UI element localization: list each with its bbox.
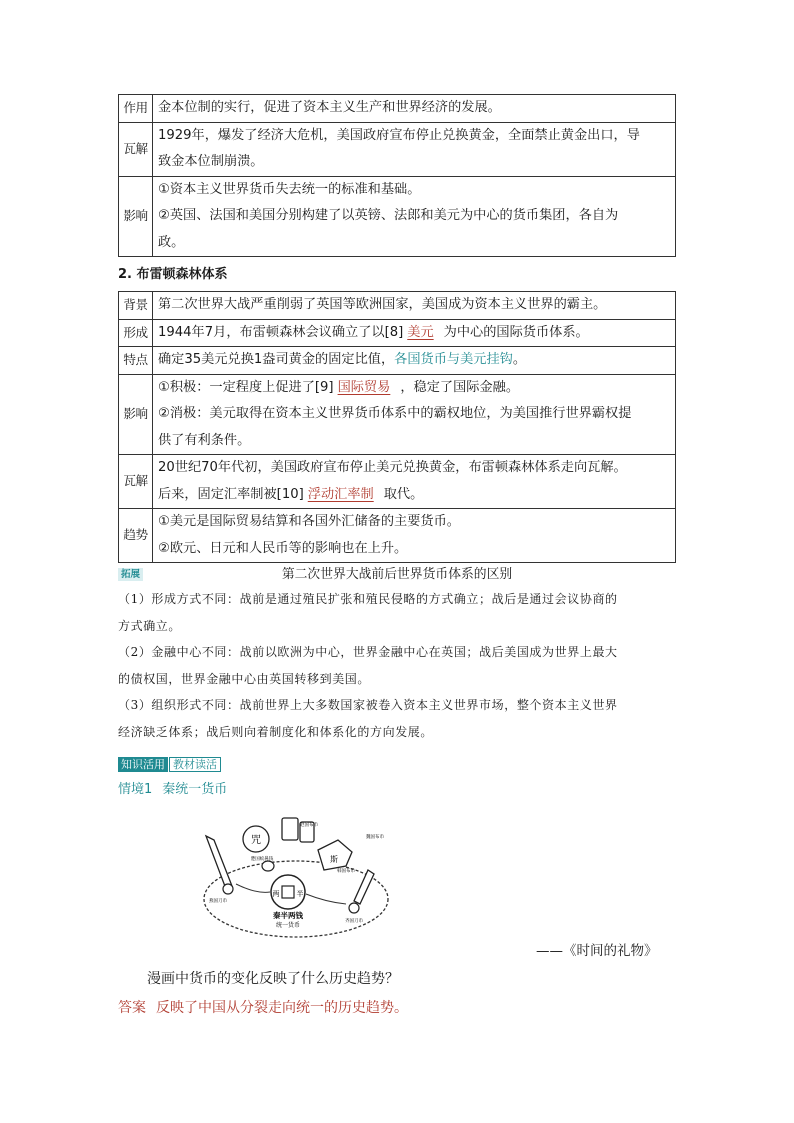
- text-line: [158, 375, 671, 402]
- text: 为中心的国际货币体系。: [443, 324, 589, 340]
- answer-blank: 美元: [407, 324, 434, 340]
- table-row: [119, 176, 676, 257]
- currency-unification-cartoon: [196, 814, 396, 944]
- row-label: 瓦解: [119, 122, 153, 176]
- row-content: [153, 319, 676, 347]
- text-line: ①美元是国际贸易结算和各国外汇储备的主要货币。: [158, 514, 460, 529]
- extension-body: [118, 586, 676, 745]
- extension-title: 第二次世界大战前后世界货币体系的区别: [281, 567, 513, 582]
- row-label: 影响: [119, 176, 153, 257]
- text-line: [158, 482, 671, 509]
- text-line: 致金本位制崩溃。: [158, 154, 264, 169]
- table-row: [119, 292, 676, 320]
- svg-text:斯: 斯: [330, 855, 338, 864]
- scene-heading: [118, 779, 676, 801]
- arrow: [306, 894, 346, 904]
- text-line: ②欧元、日元和人民币等的影响也在上升。: [158, 540, 408, 556]
- row-content: [153, 122, 676, 176]
- text-line: 供了有利条件。: [158, 432, 251, 448]
- question-text: 漫画中货币的变化反映了什么历史趋势？: [147, 971, 399, 987]
- paragraph-line: （2）金融中心不同：战前以欧洲为中心，世界金融中心在英国；战后美国成为世界上最大: [118, 645, 618, 659]
- table-row: [119, 374, 676, 455]
- svg-text:咒: 咒: [251, 835, 261, 846]
- ant-nose-coin-icon: [262, 861, 274, 871]
- table-row: [119, 347, 676, 375]
- text: ①积极：一定程度上促进了[9]: [158, 379, 334, 395]
- spade-money-icon: [282, 818, 314, 842]
- table-row: [119, 122, 676, 176]
- cartoon-label: 楚国蚁鼻钱: [250, 857, 274, 862]
- spade-coin-icon: [243, 826, 269, 852]
- text-line: 20世纪70年代初，美国政府宣布停止美元兑换黄金，布雷顿森林体系走向瓦解。: [158, 460, 627, 475]
- highlight-text: 各国货币与美元挂钩: [394, 352, 513, 367]
- row-label: 瓦解: [119, 455, 153, 509]
- scene-label: 情境1: [118, 782, 153, 797]
- extension-header: [118, 566, 676, 586]
- extension-badge: 拓展: [118, 568, 143, 581]
- table-row: [119, 509, 676, 563]
- table-row: [119, 455, 676, 509]
- paragraph-line: 的债权国，世界金融中心由英国转移到美国。: [118, 671, 371, 686]
- text-line: ②英国、法国和美国分别构建了以英镑、法郎和美元为中心的货币集团，各自为: [158, 208, 619, 223]
- text-line: ①资本主义世界货币失去统一的标准和基础。: [158, 181, 421, 197]
- paragraph-line: （1）形成方式不同：战前是通过殖民扩张和殖民侵略的方式确立；战后是通过会议协商的: [118, 592, 618, 606]
- cartoon-caption: 秦半两钱: [273, 911, 303, 920]
- tag-knowledge-application: 知识活用: [118, 757, 168, 772]
- row-content: [153, 374, 676, 455]
- spade-coin-icon: [318, 840, 352, 870]
- gold-standard-table: [118, 94, 676, 257]
- answer-blank: 国际贸易: [337, 379, 391, 395]
- row-label: 趋势: [119, 509, 153, 563]
- table-row: [119, 319, 676, 347]
- answer-text: 反映了中国从分裂走向统一的历史趋势。: [156, 1000, 408, 1016]
- row-label: 背景: [119, 292, 153, 320]
- cartoon-label: 赵国布币: [300, 823, 318, 828]
- arrow: [236, 884, 270, 892]
- row-label: 影响: [119, 374, 153, 455]
- cartoon-label: 韩国布币: [337, 869, 355, 874]
- row-label: 形成: [119, 319, 153, 347]
- paragraph-line: 方式确立。: [118, 618, 182, 633]
- bretton-woods-table: [118, 291, 676, 563]
- answer-line: [118, 996, 408, 1020]
- text: 确定35美元兑换1盎司黄金的固定比值，: [158, 352, 395, 367]
- tag-textbook-reading: 教材读活: [169, 757, 221, 772]
- section-tags: [118, 753, 676, 769]
- text-line: ②消极：美元取得在资本主义世界货币体系中的霸权地位，为美国推行世界霸权提: [158, 406, 632, 421]
- text: 后来，固定汇率制被[10]: [158, 486, 304, 502]
- text: 取代。: [383, 486, 424, 502]
- table-row: [119, 95, 676, 123]
- paragraph-line: （3）组织形式不同：战前世界上大多数国家被卷入资本主义世界市场，整个资本主义世界: [118, 698, 618, 712]
- row-content: [153, 95, 676, 123]
- paragraph-line: 经济缺乏体系；战后则向着制度化和体系化的方向发展。: [118, 724, 434, 739]
- row-content: 第二次世界大战严重削弱了英国等欧洲国家，美国成为资本主义世界的霸主。: [153, 292, 676, 320]
- section-title: 2. 布雷顿森林体系: [118, 267, 228, 282]
- cartoon-label: 魏国布币: [366, 835, 384, 840]
- knife-coin-icon: [206, 836, 233, 894]
- scene-title: 秦统一货币: [162, 782, 228, 797]
- cartoon-caption: 统一货币: [275, 922, 301, 929]
- text: 1944年7月，布雷顿森林会议确立了以[8]: [158, 324, 404, 340]
- row-content: [153, 509, 676, 563]
- answer-blank: 浮动汇率制: [307, 486, 374, 502]
- text-line: 金本位制的实行，促进了资本主义生产和世界经济的发展。: [158, 100, 501, 115]
- row-content: [153, 455, 676, 509]
- text-line: 政。: [158, 234, 185, 250]
- banliang-coin-icon: [271, 875, 305, 909]
- row-label: 作用: [119, 95, 153, 123]
- answer-label: 答案: [118, 1000, 146, 1016]
- coin-char: 两: [272, 890, 280, 898]
- cartoon-label: 燕国刀币: [209, 899, 227, 904]
- knife-coin-icon: [349, 870, 374, 913]
- cartoon-label: 齐国刀币: [345, 919, 363, 924]
- coin-char: 半: [296, 890, 304, 898]
- cartoon-credit: ——《时间的礼物》: [536, 943, 658, 959]
- text: ，稳定了国际金融。: [400, 379, 520, 395]
- page-content: [118, 94, 676, 801]
- row-content: [153, 176, 676, 257]
- row-content: 确定35美元兑换1盎司黄金的固定比值，各国货币与美元挂钩。: [153, 347, 676, 375]
- text-line: 1929年，爆发了经济大危机，美国政府宣布停止兑换黄金，全面禁止黄金出口，导: [158, 127, 640, 143]
- row-label: 特点: [119, 347, 153, 375]
